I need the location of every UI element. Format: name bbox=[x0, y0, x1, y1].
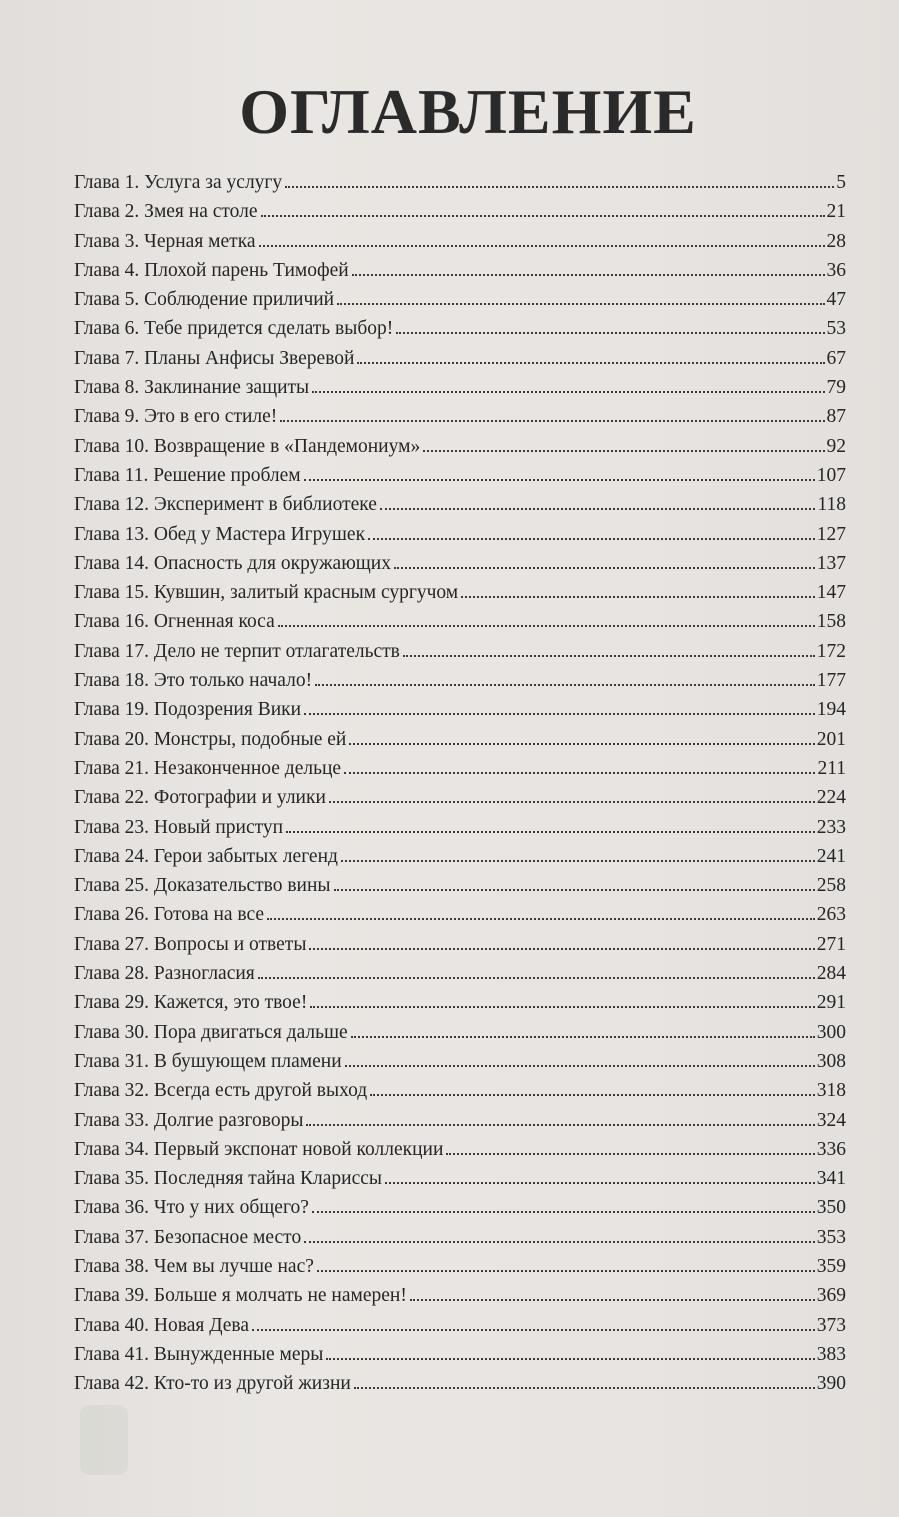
page-number: 390 bbox=[816, 1373, 846, 1395]
chapter-title: Глава 8. Заклинание защиты bbox=[74, 377, 310, 399]
toc-entry bbox=[74, 578, 846, 607]
chapter-title: Глава 30. Пора двигаться дальше bbox=[74, 1021, 348, 1043]
toc-entry bbox=[74, 813, 846, 842]
page-number: 92 bbox=[826, 435, 846, 457]
dot-leader bbox=[312, 1211, 815, 1213]
page-number: 284 bbox=[816, 963, 846, 985]
toc-entry bbox=[74, 256, 846, 285]
toc-entry bbox=[74, 1164, 846, 1193]
dot-leader bbox=[304, 1241, 815, 1243]
dot-leader bbox=[309, 948, 814, 950]
toc-entry bbox=[74, 1311, 846, 1340]
toc-entry bbox=[74, 842, 846, 871]
chapter-title: Глава 9. Это в его стиле! bbox=[74, 406, 278, 428]
page-number: 21 bbox=[826, 201, 846, 223]
toc-entry bbox=[74, 695, 846, 724]
page-number: 308 bbox=[816, 1050, 846, 1072]
page-number: 373 bbox=[816, 1314, 846, 1336]
toc-entry bbox=[74, 490, 846, 519]
page-number: 263 bbox=[816, 904, 846, 926]
dot-leader bbox=[368, 538, 815, 540]
dot-leader bbox=[280, 420, 824, 422]
toc-entry bbox=[74, 1106, 846, 1135]
page-number: 107 bbox=[816, 464, 846, 486]
toc-entry bbox=[74, 432, 846, 461]
chapter-title: Глава 2. Змея на столе bbox=[74, 201, 258, 223]
chapter-title: Глава 20. Монстры, подобные ей bbox=[74, 728, 347, 750]
dot-leader bbox=[423, 450, 824, 452]
dot-leader bbox=[349, 743, 814, 745]
chapter-title: Глава 27. Вопросы и ответы bbox=[74, 933, 307, 955]
dot-leader bbox=[396, 332, 824, 334]
chapter-title: Глава 42. Кто-то из другой жизни bbox=[74, 1373, 351, 1395]
page-number: 118 bbox=[817, 494, 846, 516]
toc-entry bbox=[74, 314, 846, 343]
page-number: 336 bbox=[816, 1138, 846, 1160]
dot-leader bbox=[326, 1358, 814, 1360]
chapter-title: Глава 6. Тебе придется сделать выбор! bbox=[74, 318, 394, 340]
page-number: 147 bbox=[816, 582, 846, 604]
chapter-title: Глава 5. Соблюдение приличий bbox=[74, 289, 335, 311]
dot-leader bbox=[352, 274, 825, 276]
toc-entry bbox=[74, 1076, 846, 1105]
toc-entry bbox=[74, 168, 846, 197]
page-number: 383 bbox=[816, 1343, 846, 1365]
dot-leader bbox=[344, 772, 815, 774]
dot-leader bbox=[341, 860, 815, 862]
page-number: 194 bbox=[816, 699, 846, 721]
chapter-title: Глава 11. Решение проблем bbox=[74, 464, 301, 486]
chapter-title: Глава 40. Новая Дева bbox=[74, 1314, 250, 1336]
chapter-title: Глава 12. Эксперимент в библиотеке bbox=[74, 494, 377, 516]
chapter-title: Глава 13. Обед у Мастера Игрушек bbox=[74, 523, 366, 545]
chapter-title: Глава 33. Долгие разговоры bbox=[74, 1109, 304, 1131]
page-number: 233 bbox=[816, 816, 846, 838]
table-of-contents bbox=[74, 168, 846, 1398]
page-number: 158 bbox=[816, 611, 846, 633]
toc-entry bbox=[74, 1193, 846, 1222]
chapter-title: Глава 35. Последняя тайна Клариссы bbox=[74, 1168, 383, 1190]
page-number: 324 bbox=[816, 1109, 846, 1131]
dot-leader bbox=[285, 186, 834, 188]
chapter-title: Глава 34. Первый экспонат новой коллекции bbox=[74, 1138, 444, 1160]
toc-entry bbox=[74, 1135, 846, 1164]
page-number: 67 bbox=[826, 347, 846, 369]
dot-leader bbox=[380, 508, 816, 510]
dot-leader bbox=[354, 1387, 815, 1389]
page-number: 224 bbox=[816, 787, 846, 809]
toc-entry bbox=[74, 988, 846, 1017]
dot-leader bbox=[446, 1153, 814, 1155]
dot-leader bbox=[345, 1065, 815, 1067]
page-title: ОГЛАВЛЕНИЕ bbox=[239, 76, 697, 147]
toc-entry bbox=[74, 754, 846, 783]
page-number: 137 bbox=[816, 552, 846, 574]
toc-entry bbox=[74, 402, 846, 431]
chapter-title: Глава 7. Планы Анфисы Зверевой bbox=[74, 347, 355, 369]
dot-leader bbox=[334, 889, 815, 891]
dot-leader bbox=[304, 713, 815, 715]
dot-leader bbox=[304, 479, 815, 481]
chapter-title: Глава 26. Готова на все bbox=[74, 904, 265, 926]
toc-entry bbox=[74, 1369, 846, 1398]
page-number: 300 bbox=[816, 1021, 846, 1043]
dot-leader bbox=[410, 1299, 815, 1301]
chapter-title: Глава 19. Подозрения Вики bbox=[74, 699, 302, 721]
dot-leader bbox=[312, 391, 824, 393]
chapter-title: Глава 41. Вынужденные меры bbox=[74, 1343, 324, 1365]
chapter-title: Глава 15. Кувшин, залитый красным сургучом bbox=[74, 582, 459, 604]
dot-leader bbox=[394, 567, 815, 569]
chapter-title: Глава 22. Фотографии и улики bbox=[74, 787, 326, 809]
toc-entry bbox=[74, 871, 846, 900]
toc-entry bbox=[74, 930, 846, 959]
page-number: 79 bbox=[826, 377, 846, 399]
page-number: 47 bbox=[826, 289, 846, 311]
toc-entry bbox=[74, 344, 846, 373]
toc-entry bbox=[74, 227, 846, 256]
chapter-title: Глава 38. Чем вы лучше нас? bbox=[74, 1255, 314, 1277]
page-number: 369 bbox=[816, 1285, 846, 1307]
chapter-title: Глава 31. В бушующем пламени bbox=[74, 1050, 342, 1072]
toc-entry bbox=[74, 1047, 846, 1076]
dot-leader bbox=[259, 245, 825, 247]
dot-leader bbox=[357, 362, 824, 364]
chapter-title: Глава 23. Новый приступ bbox=[74, 816, 284, 838]
dot-leader bbox=[315, 684, 815, 686]
toc-entry bbox=[74, 666, 846, 695]
page-number: 271 bbox=[816, 933, 846, 955]
toc-entry bbox=[74, 900, 846, 929]
dot-leader bbox=[258, 977, 815, 979]
toc-entry bbox=[74, 783, 846, 812]
page-number: 127 bbox=[816, 523, 846, 545]
chapter-title: Глава 17. Дело не терпит отлагательств bbox=[74, 640, 400, 662]
dot-leader bbox=[403, 655, 815, 657]
dot-leader bbox=[385, 1182, 815, 1184]
dot-leader bbox=[261, 215, 825, 217]
chapter-title: Глава 21. Незаконченное дельце bbox=[74, 757, 342, 779]
page-number: 359 bbox=[816, 1255, 846, 1277]
toc-entry bbox=[74, 549, 846, 578]
toc-entry bbox=[74, 373, 846, 402]
toc-entry bbox=[74, 725, 846, 754]
page-number: 201 bbox=[816, 728, 846, 750]
chapter-title: Глава 37. Безопасное место bbox=[74, 1226, 302, 1248]
chapter-title: Глава 10. Возвращение в «Пандемониум» bbox=[74, 435, 421, 457]
chapter-title: Глава 24. Герои забытых легенд bbox=[74, 845, 338, 867]
chapter-title: Глава 32. Всегда есть другой выход bbox=[74, 1080, 368, 1102]
dot-leader bbox=[317, 1270, 815, 1272]
toc-entry bbox=[74, 959, 846, 988]
page-number: 241 bbox=[816, 845, 846, 867]
page-number: 350 bbox=[816, 1197, 846, 1219]
chapter-title: Глава 14. Опасность для окружающих bbox=[74, 552, 391, 574]
page-stain bbox=[80, 1405, 128, 1475]
dot-leader bbox=[337, 303, 824, 305]
toc-entry bbox=[74, 461, 846, 490]
chapter-title: Глава 28. Разногласия bbox=[74, 963, 255, 985]
chapter-title: Глава 25. Доказательство вины bbox=[74, 875, 331, 897]
dot-leader bbox=[370, 1094, 815, 1096]
page-number: 318 bbox=[816, 1080, 846, 1102]
dot-leader bbox=[306, 1124, 814, 1126]
toc-entry bbox=[74, 607, 846, 636]
page-number: 36 bbox=[826, 259, 846, 281]
chapter-title: Глава 36. Что у них общего? bbox=[74, 1197, 309, 1219]
toc-entry bbox=[74, 1281, 846, 1310]
chapter-title: Глава 3. Черная метка bbox=[74, 230, 256, 252]
chapter-title: Глава 16. Огненная коса bbox=[74, 611, 275, 633]
toc-entry bbox=[74, 197, 846, 226]
page-number: 211 bbox=[817, 757, 846, 779]
dot-leader bbox=[267, 918, 815, 920]
dot-leader bbox=[329, 801, 815, 803]
page-number: 258 bbox=[816, 875, 846, 897]
chapter-title: Глава 1. Услуга за услугу bbox=[74, 172, 283, 193]
toc-entry bbox=[74, 1252, 846, 1281]
toc-entry bbox=[74, 1223, 846, 1252]
page-number: 291 bbox=[816, 992, 846, 1014]
page-number: 172 bbox=[816, 640, 846, 662]
page-number: 28 bbox=[826, 230, 846, 252]
dot-leader bbox=[461, 596, 815, 598]
toc-entry bbox=[74, 637, 846, 666]
page-number: 87 bbox=[826, 406, 846, 428]
page-number: 53 bbox=[826, 318, 846, 340]
toc-entry bbox=[74, 285, 846, 314]
toc-entry bbox=[74, 520, 846, 549]
toc-entry bbox=[74, 1018, 846, 1047]
page-number: 341 bbox=[816, 1168, 846, 1190]
dot-leader bbox=[252, 1329, 815, 1331]
chapter-title: Глава 18. Это только начало! bbox=[74, 670, 313, 692]
dot-leader bbox=[286, 831, 815, 833]
chapter-title: Глава 4. Плохой парень Тимофей bbox=[74, 259, 349, 281]
page-number: 177 bbox=[816, 670, 846, 692]
chapter-title: Глава 39. Больше я молчать не намерен! bbox=[74, 1285, 407, 1307]
dot-leader bbox=[278, 625, 815, 627]
dot-leader bbox=[310, 1006, 814, 1008]
dot-leader bbox=[351, 1036, 815, 1038]
chapter-title: Глава 29. Кажется, это твое! bbox=[74, 992, 308, 1014]
page-number: 353 bbox=[816, 1226, 846, 1248]
toc-entry bbox=[74, 1340, 846, 1369]
page-number: 5 bbox=[836, 172, 846, 193]
